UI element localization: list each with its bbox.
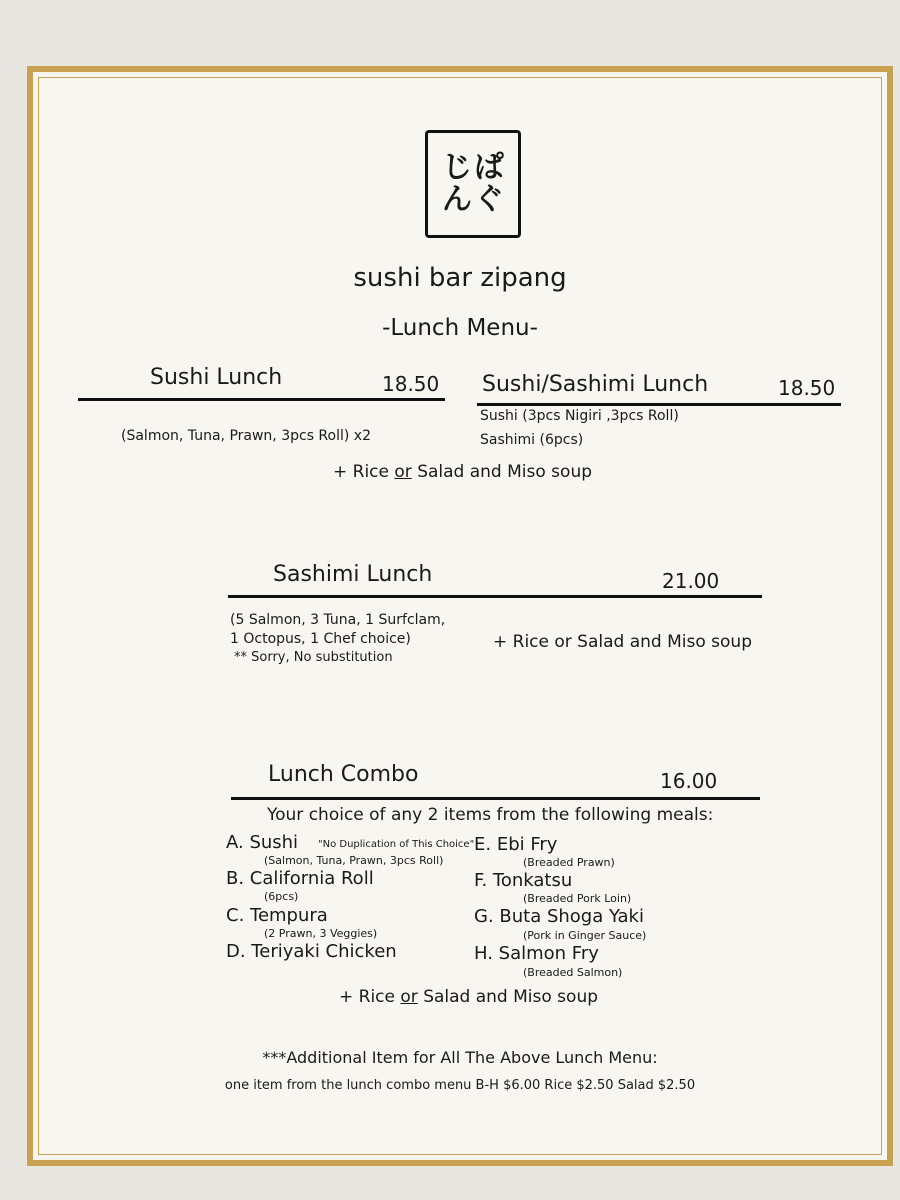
sashimi-lunch-price: 21.00 — [662, 569, 720, 593]
sushi-sashimi-lunch-price: 18.50 — [778, 376, 836, 400]
lunch-combo-price: 16.00 — [660, 769, 718, 793]
sides-text: + Rice — [333, 462, 395, 482]
sushi-lunch-description: (Salmon, Tuna, Prawn, 3pcs Roll) x2 — [121, 428, 371, 444]
additional-detail: one item from the lunch combo menu B-H $6.00 Rice $2.50 Salad $2.50 — [224, 1078, 696, 1093]
lunch-combo-sides — [339, 987, 598, 1007]
sashimi-lunch-line-1: (5 Salmon, 3 Tuna, 1 Surfclam, — [230, 612, 446, 628]
logo-char: ぱ — [474, 150, 504, 185]
sushi-lunch-title: Sushi Lunch — [150, 365, 283, 390]
combo-item-f-detail: (Breaded Pork Loin) — [523, 892, 632, 905]
combo-item-g-detail: (Pork in Ginger Sauce) — [523, 929, 647, 942]
sushi-lunch-price: 18.50 — [382, 372, 440, 396]
menu-subtitle: -Lunch Menu- — [382, 315, 538, 341]
combo-item-b: B. California Roll — [226, 868, 374, 889]
additional-heading: ***Additional Item for All The Above Lunch Menu: — [262, 1048, 658, 1067]
combo-item-c: C. Tempura — [226, 905, 328, 926]
sides-or: or — [400, 987, 418, 1007]
sushi-lunch-rule — [78, 398, 445, 401]
logo-column-right — [474, 152, 504, 216]
lunch-combo-title: Lunch Combo — [268, 762, 419, 787]
lunch-combo-rule — [231, 797, 760, 800]
logo-char: じ — [442, 150, 472, 185]
sushi-lunch-sides — [333, 462, 592, 482]
combo-item-d: D. Teriyaki Chicken — [226, 941, 397, 962]
sides-or: or — [394, 462, 412, 482]
sushi-sashimi-lunch-rule — [477, 403, 841, 406]
menu-card — [27, 66, 893, 1166]
sashimi-lunch-rule — [228, 595, 762, 598]
combo-item-a-detail: (Salmon, Tuna, Prawn, 3pcs Roll) — [264, 854, 444, 867]
combo-item-h: H. Salmon Fry — [474, 943, 599, 964]
logo-char: ん — [442, 182, 472, 217]
sashimi-lunch-line-2: 1 Octopus, 1 Chef choice) — [230, 631, 411, 647]
combo-item-c-detail: (2 Prawn, 3 Veggies) — [264, 927, 378, 940]
sushi-sashimi-line-2: Sashimi (6pcs) — [480, 432, 584, 448]
sides-text: Salad and Miso soup — [417, 987, 599, 1007]
sides-text: + Rice — [339, 987, 401, 1007]
combo-item-h-detail: (Breaded Salmon) — [523, 966, 623, 979]
combo-item-b-detail: (6pcs) — [264, 890, 299, 903]
sides-text: Salad and Miso soup — [411, 462, 593, 482]
sashimi-lunch-note: ** Sorry, No substitution — [234, 650, 393, 665]
lunch-combo-intro: Your choice of any 2 items from the following meals: — [267, 805, 714, 825]
combo-item-f: F. Tonkatsu — [474, 870, 573, 891]
logo-column-left — [442, 152, 472, 216]
sushi-sashimi-line-1: Sushi (3pcs Nigiri ,3pcs Roll) — [480, 408, 679, 424]
combo-item-e: E. Ebi Fry — [474, 834, 558, 855]
combo-item-a: A. Sushi — [226, 832, 299, 853]
sashimi-lunch-title: Sashimi Lunch — [273, 562, 433, 587]
combo-item-a-note: "No Duplication of This Choice" — [318, 839, 475, 850]
zipang-logo — [425, 130, 521, 238]
logo-char: ぐ — [474, 182, 504, 217]
restaurant-name: sushi bar zipang — [353, 263, 567, 293]
combo-item-e-detail: (Breaded Prawn) — [523, 856, 615, 869]
sashimi-lunch-sides: + Rice or Salad and Miso soup — [493, 632, 752, 652]
combo-item-g: G. Buta Shoga Yaki — [474, 906, 644, 927]
sushi-sashimi-lunch-title: Sushi/Sashimi Lunch — [482, 372, 709, 397]
